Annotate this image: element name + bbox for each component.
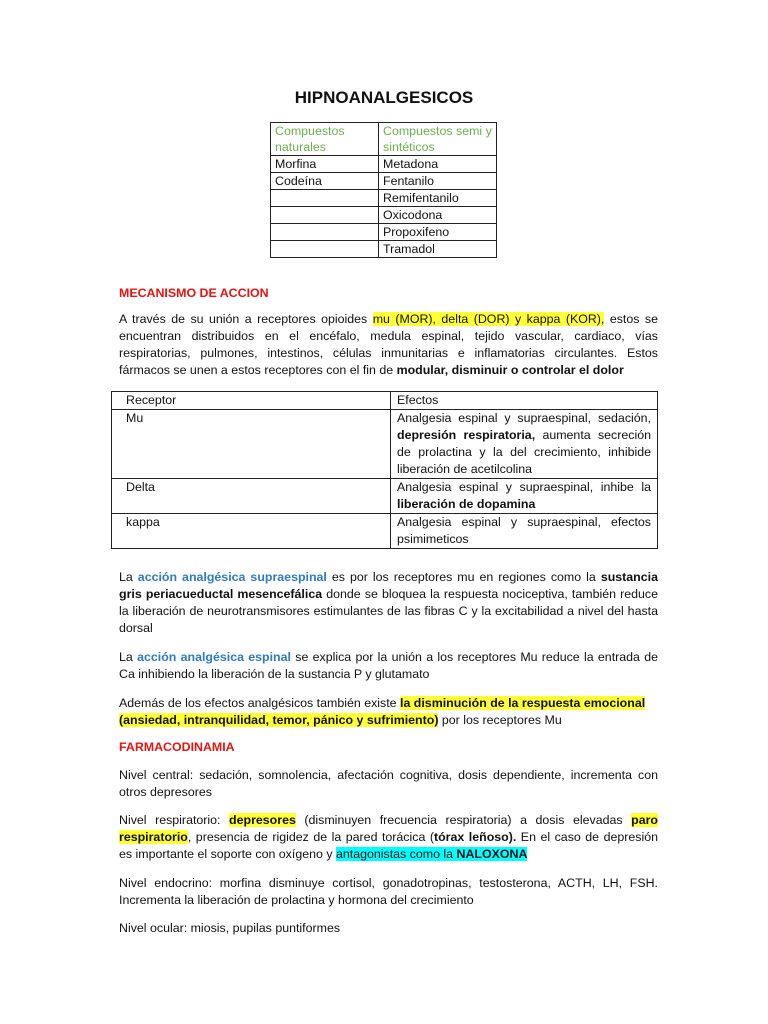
receptors-table (111, 391, 658, 549)
header-synthetic: Compuestos semi y sintéticos (379, 123, 497, 156)
natural-cell (271, 224, 379, 241)
mechanism-heading: MECANISMO DE ACCION (119, 286, 269, 300)
effects-header: Efectos (391, 392, 658, 410)
receptor-name: kappa (112, 514, 391, 549)
pharmacodynamics-heading: FARMACODINAMIA (119, 740, 235, 754)
receptor-effects: Analgesia espinal y supraespinal, inhibe la liberación de dopamina (391, 479, 658, 514)
respiratory-level-paragraph: Nivel respiratorio: depresores (disminuyen frecuencia respiratoria) a dosis elevadas paro respiratorio, presencia de rigidez de la pared torácica (tórax leñoso). En el caso de depresión es importante el soporte con oxígeno y antagonistas como la NALOXONA (119, 813, 658, 861)
header-natural: Compuestos naturales (271, 123, 379, 156)
mechanism-paragraph: A través de su unión a receptores opioides mu (MOR), delta (DOR) y kappa (KOR), estos se encuentran distribuidos en el encéfalo, medula espinal, tejido vascular, cardiaco, vías respiratorias, pulmones, intestinos, células inmunitarias e inflamatorias circulantes. Estos fármacos se unen a estos receptores con el fin de modular, disminuir o controlar el dolor (119, 312, 658, 377)
synthetic-cell: Propoxifeno (379, 224, 497, 241)
synthetic-cell: Tramadol (379, 241, 497, 258)
spinal-paragraph: La acción analgésica espinal se explica por la unión a los receptores Mu reduce la entrada de Ca inhibiendo la liberación de la sustancia P y glutamato (119, 650, 658, 681)
receptor-effects: Analgesia espinal y supraespinal, efectos psimimeticos (391, 514, 658, 549)
receptor-effects: Analgesia espinal y supraespinal, sedación, depresión respiratoria, aumenta secreción de prolactina y la del crecimiento, inhibide liberación de acetilcolina (391, 410, 658, 479)
receptor-name: Mu (112, 410, 391, 479)
synthetic-cell: Remifentanilo (379, 190, 497, 207)
receptor-header: Receptor (112, 392, 391, 410)
natural-cell: Morfina (271, 156, 379, 173)
page-title: HIPNOANALGESICOS (294, 88, 474, 107)
natural-cell (271, 190, 379, 207)
natural-cell (271, 241, 379, 258)
supraspinal-paragraph: La acción analgésica supraespinal es por los receptores mu en regiones como la sustancia gris periacueductal mesencefálica donde se bloquea la respuesta nociceptiva, también reduce la liberación de neurotransmisores estimulantes de las fibras C y la excitabilidad a nivel del hasta dorsal (119, 570, 658, 635)
emotional-paragraph: Además de los efectos analgésicos también existe la disminución de la respuesta emocional (ansiedad, intranquilidad, temor, pánico y sufrimiento) por los receptores Mu (119, 696, 646, 727)
natural-cell (271, 207, 379, 224)
natural-cell: Codeína (271, 173, 379, 190)
receptor-name: Delta (112, 479, 391, 514)
endocrine-level-paragraph: Nivel endocrino: morfina disminuye cortisol, gonadotropinas, testosterona, ACTH, LH, FSH. Incrementa la liberación de prolactina y hormona del crecimiento (119, 876, 658, 907)
synthetic-cell: Oxicodona (379, 207, 497, 224)
synthetic-cell: Metadona (379, 156, 497, 173)
synthetic-cell: Fentanilo (379, 173, 497, 190)
central-level-paragraph: Nivel central: sedación, somnolencia, afectación cognitiva, dosis dependiente, incrementa con otros depresores (119, 768, 658, 799)
compounds-table (270, 122, 497, 258)
ocular-level-paragraph: Nivel ocular: miosis, pupilas puntiformes (119, 921, 341, 935)
